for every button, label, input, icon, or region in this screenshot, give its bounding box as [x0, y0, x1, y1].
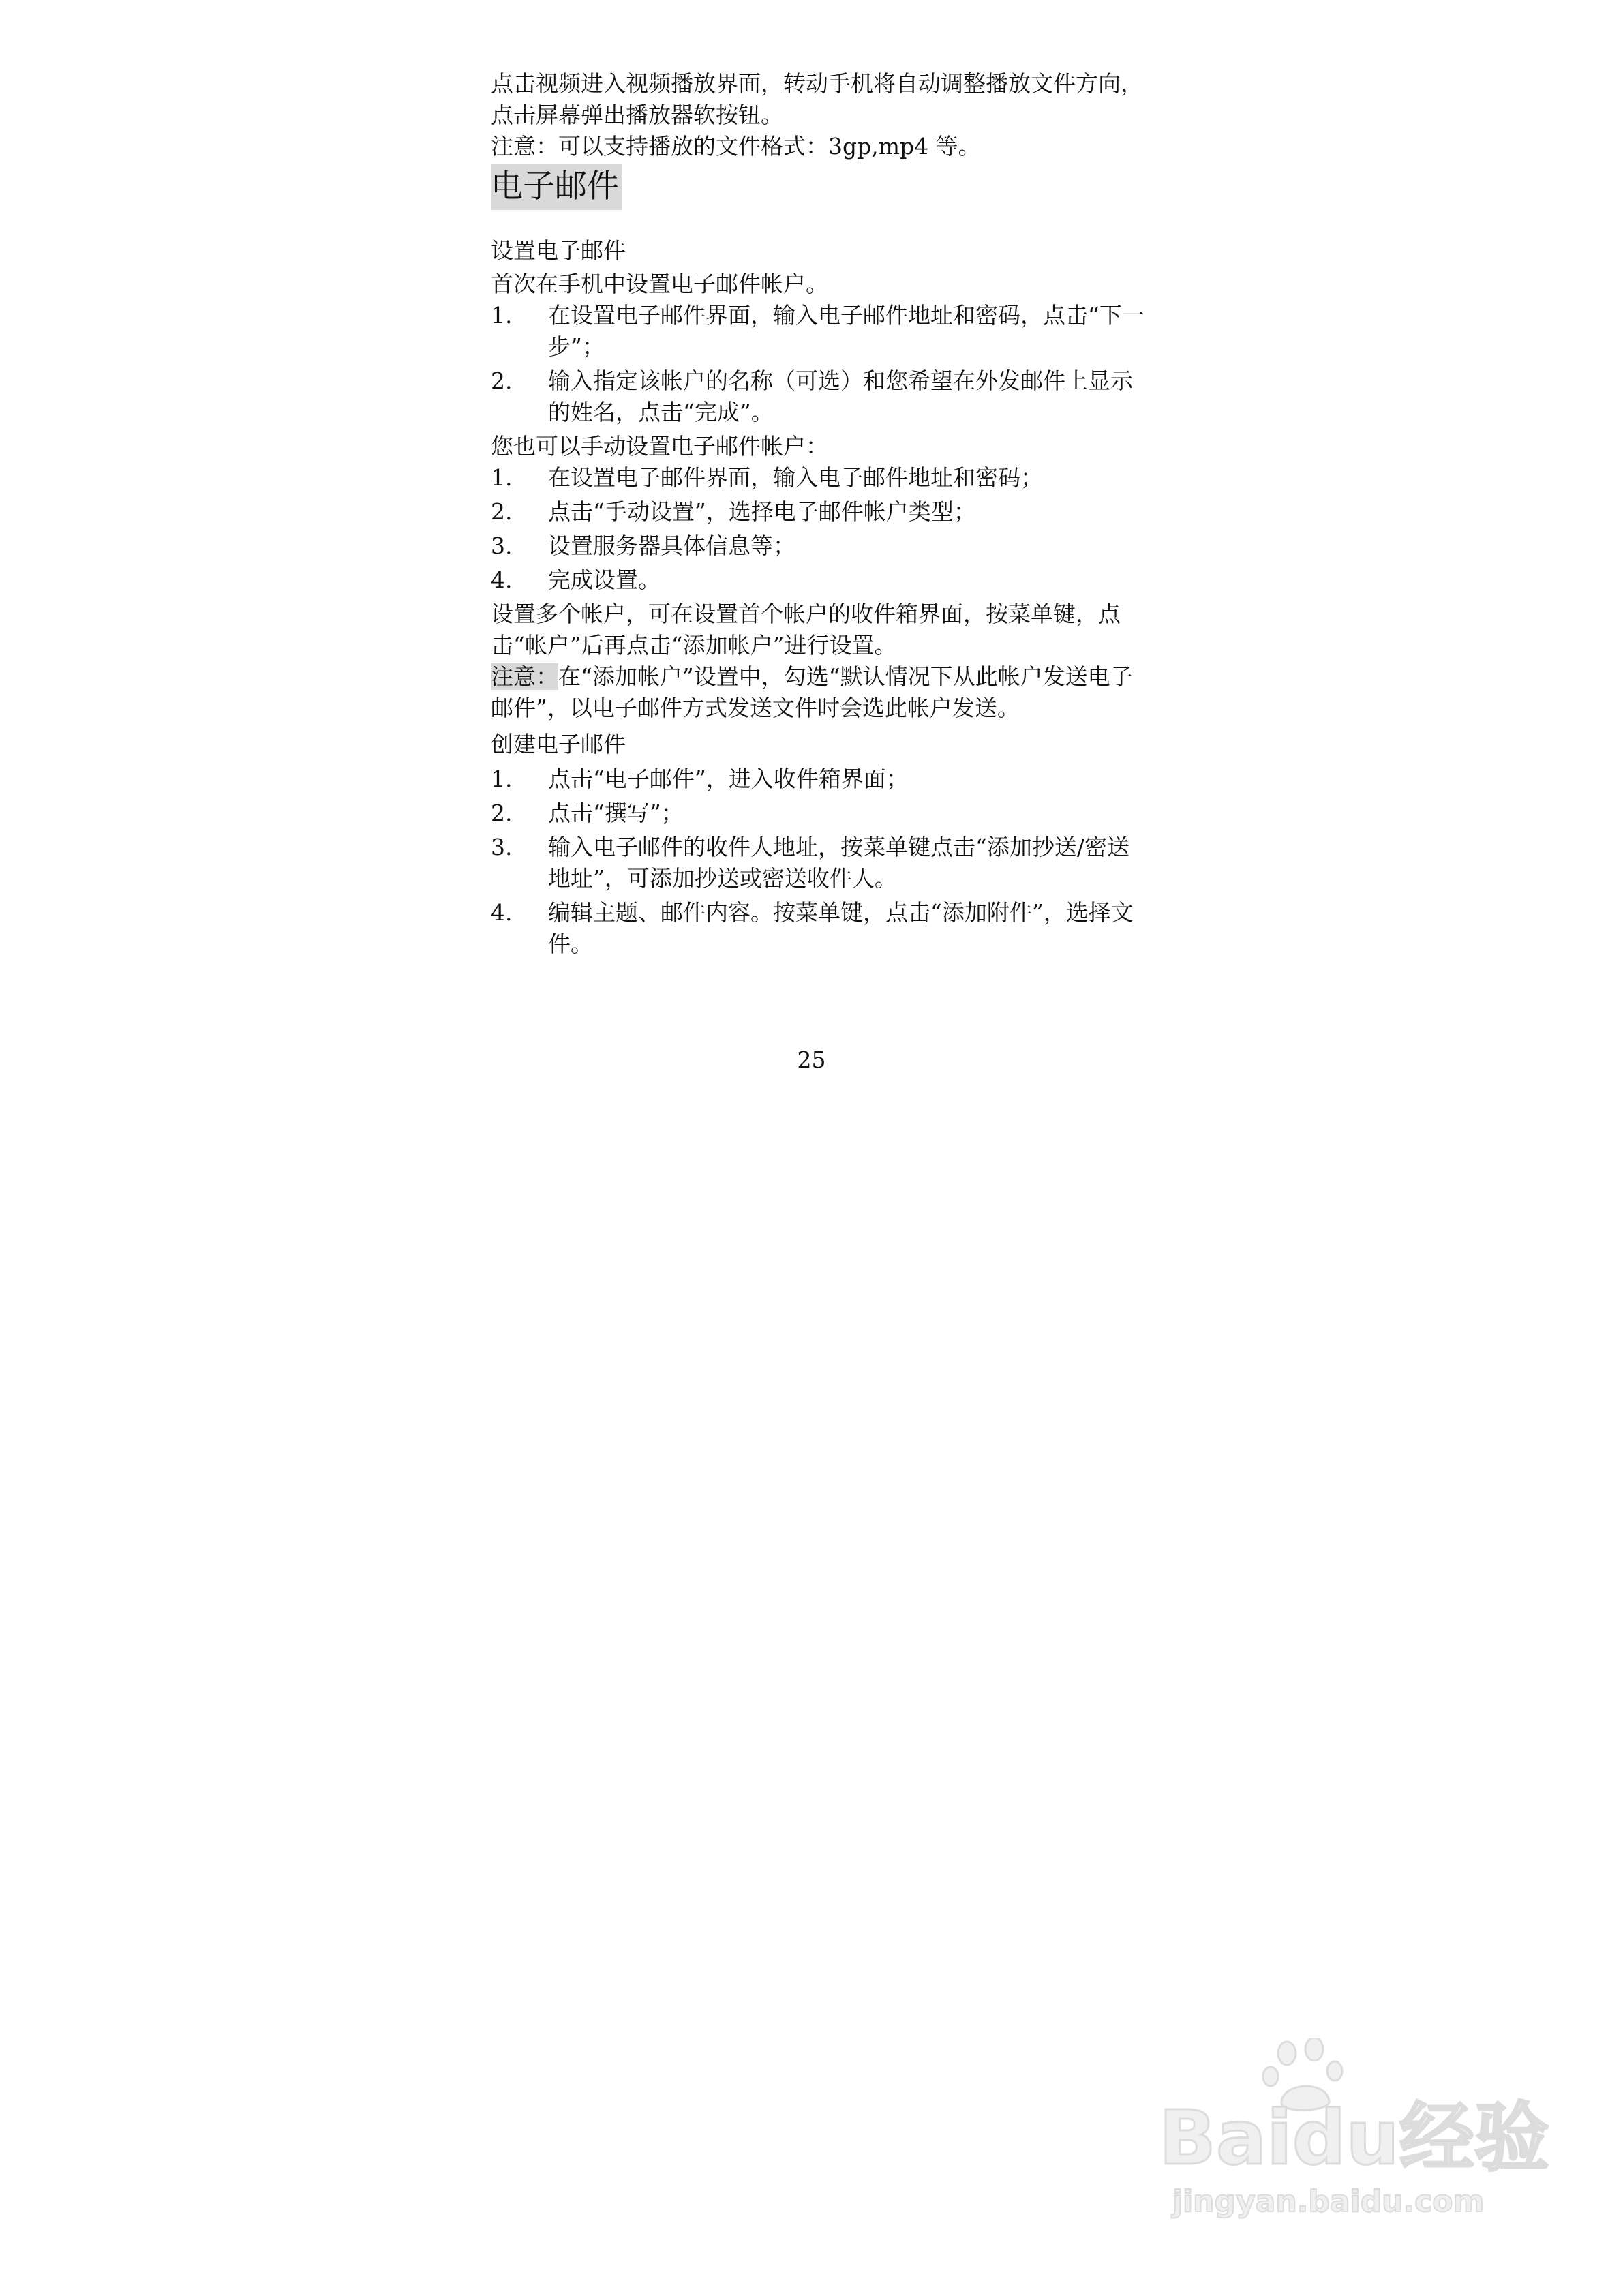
- list-item: [491, 564, 1145, 596]
- page-number: 25: [797, 1046, 826, 1073]
- list-text: 在设置电子邮件界面，输入电子邮件地址和密码；: [548, 464, 1043, 491]
- list-item: [491, 300, 1145, 363]
- list-text: 点击“手动设置”，选择电子邮件帐户类型；: [548, 498, 976, 525]
- list-item: [491, 764, 1145, 795]
- list-text: 点击“撰写”；: [548, 800, 684, 826]
- manual-setup-intro: 您也可以手动设置电子邮件帐户：: [491, 433, 828, 459]
- list-text: 设置服务器具体信息等；: [548, 532, 795, 559]
- watermark-logo-text: Baidu经验: [1159, 2094, 1549, 2181]
- list-text: 完成设置。: [548, 567, 661, 593]
- list-item: [491, 365, 1145, 428]
- note-text: 在“添加帐户”设置中，勾选“默认情况下从此帐户发送电子邮件”，以电子邮件方式发送文件时会选此帐户发送。: [491, 663, 1133, 721]
- document-body: [491, 68, 1145, 963]
- list-number: 2.: [491, 498, 513, 525]
- create-heading: 创建电子邮件: [491, 731, 626, 757]
- list-number: 3.: [491, 834, 513, 860]
- list-number: 3.: [491, 532, 513, 559]
- list-item: [491, 462, 1145, 494]
- baidu-jingyan-watermark: [1159, 2038, 1568, 2229]
- list-item: [491, 530, 1145, 562]
- list-text: 输入电子邮件的收件人地址，按菜单键点击“添加抄送/密送地址”，可添加抄送或密送收件人。: [548, 834, 1129, 892]
- setup-heading: 设置电子邮件: [491, 237, 626, 264]
- list-number: 4.: [491, 567, 513, 593]
- create-steps: [491, 764, 1145, 960]
- intro-paragraph: 点击视频进入视频播放界面，转动手机将自动调整播放文件方向，点击屏幕弹出播放器软按钮。: [491, 70, 1143, 128]
- list-item: [491, 897, 1145, 960]
- manual-setup-steps: [491, 462, 1145, 596]
- list-text: 编辑主题、邮件内容。按菜单键，点击“添加附件”，选择文件。: [548, 899, 1134, 957]
- list-number: 2.: [491, 367, 513, 394]
- list-text: 在设置电子邮件界面，输入电子邮件地址和密码，点击“下一步”；: [548, 302, 1144, 360]
- setup-note: [491, 661, 1145, 724]
- list-number: 4.: [491, 899, 513, 926]
- intro-note: 注意：可以支持播放的文件格式：3gp,mp4 等。: [491, 133, 981, 160]
- note-label: 注意：: [491, 663, 558, 690]
- list-item: [491, 496, 1145, 528]
- section-title: 电子邮件: [491, 164, 622, 210]
- setup-intro: 首次在手机中设置电子邮件帐户。: [491, 271, 828, 297]
- list-text: 点击“电子邮件”，进入收件箱界面；: [548, 766, 909, 792]
- list-item: [491, 832, 1145, 894]
- list-number: 1.: [491, 766, 513, 792]
- list-number: 1.: [491, 464, 513, 491]
- list-number: 1.: [491, 302, 513, 329]
- setup-steps: [491, 300, 1145, 428]
- multi-account-paragraph: 设置多个帐户，可在设置首个帐户的收件箱界面，按菜单键，点击“帐户”后再点击“添加帐户”进行设置。: [491, 601, 1121, 659]
- list-item: [491, 798, 1145, 829]
- list-number: 2.: [491, 800, 513, 826]
- list-text: 输入指定该帐户的名称（可选）和您希望在外发邮件上显示的姓名，点击“完成”。: [548, 367, 1133, 425]
- watermark-url: jingyan.baidu.com: [1172, 2184, 1485, 2219]
